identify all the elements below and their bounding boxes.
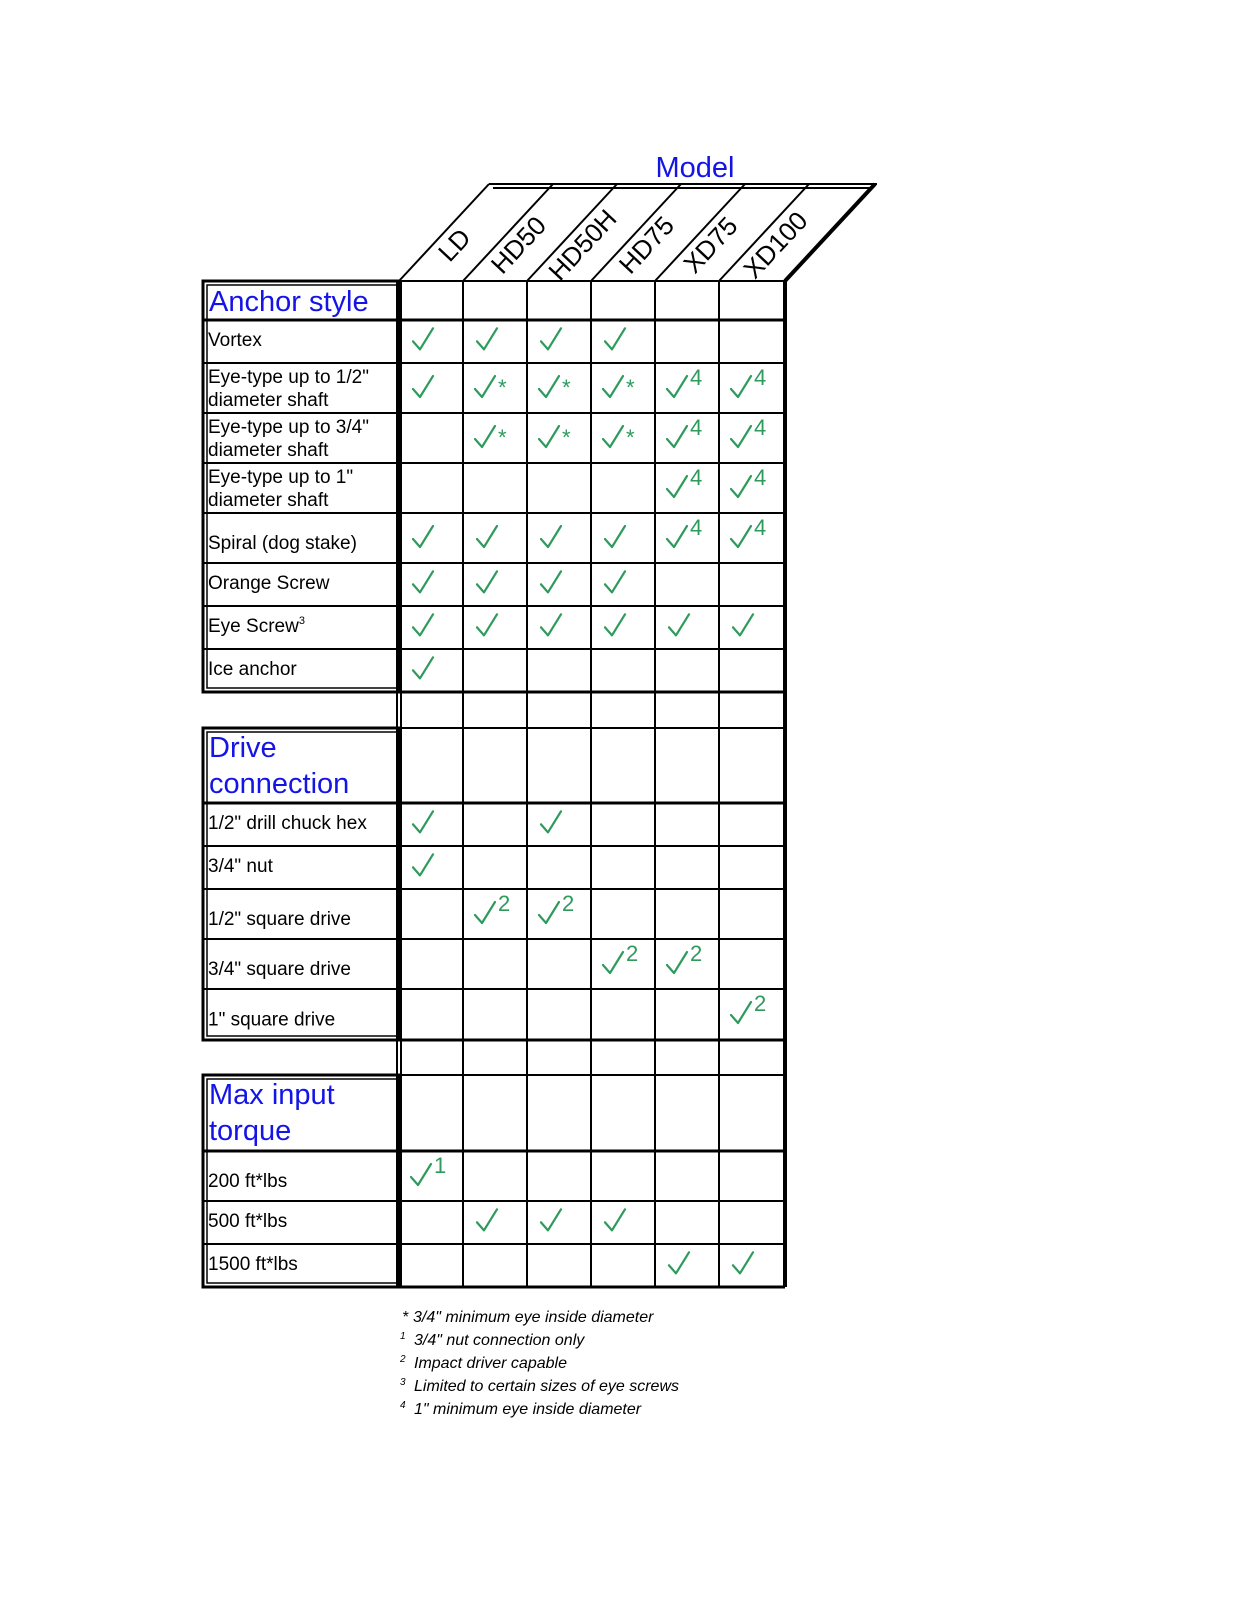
table-row xyxy=(208,856,274,877)
check-mark xyxy=(603,941,638,973)
check-superscript: 4 xyxy=(690,515,703,540)
row-label: Vortex xyxy=(208,329,262,351)
check-mark xyxy=(731,415,766,447)
row-label: 3/4" square drive xyxy=(208,959,351,980)
check-mark xyxy=(413,328,433,349)
check-superscript: * xyxy=(498,375,507,400)
section-title: Anchor style xyxy=(209,286,369,318)
check-mark xyxy=(731,991,766,1023)
check-superscript: 2 xyxy=(626,941,639,966)
check-mark xyxy=(539,375,571,400)
check-icon xyxy=(667,952,687,973)
check-icon xyxy=(477,571,497,592)
model-header-hd50h: HD50H xyxy=(542,203,623,287)
check-mark xyxy=(413,657,433,678)
section-1 xyxy=(203,728,399,1040)
check-icon xyxy=(413,328,433,349)
table-row xyxy=(208,1254,298,1275)
check-icon xyxy=(541,526,561,547)
check-mark xyxy=(667,941,702,973)
check-icon xyxy=(539,376,559,397)
check-icon xyxy=(731,376,751,397)
check-mark xyxy=(413,526,433,547)
check-mark xyxy=(605,526,625,547)
row-label: 500 ft*lbs xyxy=(208,1210,288,1232)
row-label: 1500 ft*lbs xyxy=(208,1253,298,1275)
row-label: 3/4" nut xyxy=(208,855,273,877)
check-mark xyxy=(475,375,507,400)
section-title: Drive xyxy=(209,732,277,764)
check-mark xyxy=(539,425,571,450)
check-superscript: 4 xyxy=(754,415,767,440)
check-icon xyxy=(605,1209,625,1230)
table-row xyxy=(208,417,369,461)
check-superscript: 2 xyxy=(562,891,575,916)
check-icon xyxy=(731,526,751,547)
check-icon xyxy=(667,426,687,447)
check-mark xyxy=(667,365,702,397)
check-mark xyxy=(539,891,574,923)
check-mark xyxy=(667,415,702,447)
check-icon xyxy=(669,1252,689,1273)
check-icon xyxy=(413,614,433,635)
check-icon xyxy=(477,328,497,349)
check-mark xyxy=(667,465,702,497)
check-mark xyxy=(605,328,625,349)
check-icon xyxy=(413,657,433,678)
check-icon xyxy=(669,614,689,635)
check-mark xyxy=(603,425,635,450)
section-2 xyxy=(203,1075,399,1287)
footnote-mark: 1 xyxy=(400,1331,406,1342)
table-row xyxy=(208,1010,335,1031)
check-superscript: * xyxy=(626,425,635,450)
check-mark xyxy=(411,1153,446,1185)
footnote-mark: 2 xyxy=(400,1354,406,1365)
row-label: diameter shaft xyxy=(208,440,329,461)
row-label: 1/2" square drive xyxy=(208,909,351,930)
check-mark xyxy=(541,811,561,832)
model-header-ld: LD xyxy=(432,222,477,268)
row-label: Eye-type up to 1/2" xyxy=(208,367,369,388)
check-superscript: 4 xyxy=(754,365,767,390)
table-row xyxy=(208,533,357,554)
check-icon xyxy=(477,526,497,547)
check-icon xyxy=(731,1002,751,1023)
check-mark xyxy=(413,854,433,875)
footnote-text: Limited to certain sizes of eye screws xyxy=(414,1378,679,1395)
check-superscript: 4 xyxy=(690,465,703,490)
row-label: Eye-type up to 3/4" xyxy=(208,417,369,438)
footnotes xyxy=(399,1309,679,1418)
check-icon xyxy=(605,328,625,349)
table-row xyxy=(208,659,297,680)
row-label: Spiral (dog stake) xyxy=(208,533,357,554)
check-mark xyxy=(541,526,561,547)
check-superscript: 4 xyxy=(754,515,767,540)
check-icon xyxy=(667,526,687,547)
row-label: 200 ft*lbs xyxy=(208,1171,288,1192)
check-mark xyxy=(733,614,753,635)
table-row xyxy=(208,959,351,980)
check-icon xyxy=(605,571,625,592)
check-icon xyxy=(667,376,687,397)
check-icon xyxy=(475,376,495,397)
check-icon xyxy=(541,328,561,349)
check-icon xyxy=(413,526,433,547)
check-superscript: * xyxy=(498,425,507,450)
footnote-text: Impact driver capable xyxy=(414,1355,567,1372)
check-mark xyxy=(667,515,702,547)
check-icon xyxy=(475,426,495,447)
row-label: Eye Screw$^3$ xyxy=(208,614,305,637)
check-mark xyxy=(475,891,510,923)
check-icon xyxy=(539,902,559,923)
model-header-xd75: XD75 xyxy=(677,210,744,279)
check-icon xyxy=(603,376,623,397)
check-superscript: 2 xyxy=(690,941,703,966)
check-superscript: * xyxy=(562,375,571,400)
footnote-text: 3/4" nut connection only xyxy=(414,1332,585,1349)
check-icon xyxy=(605,526,625,547)
check-icon xyxy=(541,811,561,832)
section-title: Max input xyxy=(209,1079,335,1111)
check-superscript: 2 xyxy=(498,891,511,916)
footnote-text: 1" minimum eye inside diameter xyxy=(414,1401,642,1418)
check-mark xyxy=(413,571,433,592)
check-mark xyxy=(731,365,766,397)
check-mark xyxy=(669,614,689,635)
section-0 xyxy=(203,281,399,692)
check-mark xyxy=(477,526,497,547)
check-icon xyxy=(413,571,433,592)
check-icon xyxy=(413,811,433,832)
check-mark xyxy=(731,515,766,547)
check-mark xyxy=(477,1209,497,1230)
check-mark xyxy=(477,571,497,592)
row-label: diameter shaft xyxy=(208,490,329,511)
table-row xyxy=(208,1211,287,1232)
check-mark xyxy=(413,376,433,397)
check-icon xyxy=(733,614,753,635)
check-icon xyxy=(731,426,751,447)
section-title: torque xyxy=(209,1115,292,1147)
check-mark xyxy=(541,328,561,349)
check-mark xyxy=(475,425,507,450)
check-mark xyxy=(477,328,497,349)
table-row xyxy=(208,467,353,511)
check-mark xyxy=(413,811,433,832)
check-mark xyxy=(541,614,561,635)
check-icon xyxy=(475,902,495,923)
table-row xyxy=(208,573,330,594)
check-mark xyxy=(605,1209,625,1230)
row-label-superscript: 3 xyxy=(298,614,305,627)
check-mark xyxy=(603,375,635,400)
check-mark xyxy=(731,465,766,497)
table-row xyxy=(208,330,262,351)
model-header-xd100: XD100 xyxy=(737,205,814,285)
model-header-hd75: HD75 xyxy=(612,210,681,280)
check-icon xyxy=(603,426,623,447)
check-icon xyxy=(411,1164,431,1185)
check-icon xyxy=(731,476,751,497)
check-mark xyxy=(541,1209,561,1230)
row-label: 1" square drive xyxy=(208,1009,336,1031)
footnote-text: 3/4" minimum eye inside diameter xyxy=(413,1309,654,1326)
check-superscript: * xyxy=(626,375,635,400)
check-superscript: 1 xyxy=(434,1153,447,1178)
row-label: Eye-type up to 1" xyxy=(208,467,354,488)
check-superscript: 4 xyxy=(754,465,767,490)
check-mark xyxy=(605,614,625,635)
model-label: Model xyxy=(655,152,735,184)
check-mark xyxy=(605,571,625,592)
check-mark xyxy=(541,571,561,592)
table-row xyxy=(208,367,369,411)
check-superscript: * xyxy=(562,425,571,450)
check-icon xyxy=(541,614,561,635)
footnote-mark: 4 xyxy=(400,1400,406,1411)
footnote-mark: 3 xyxy=(400,1377,406,1388)
check-icon xyxy=(477,614,497,635)
table-row xyxy=(208,615,305,637)
check-icon xyxy=(603,952,623,973)
check-icon xyxy=(539,426,559,447)
check-mark xyxy=(413,614,433,635)
check-mark xyxy=(669,1252,689,1273)
check-mark xyxy=(477,614,497,635)
check-icon xyxy=(667,476,687,497)
section-title: connection xyxy=(209,768,350,800)
row-label: Orange Screw xyxy=(208,572,330,594)
table-row xyxy=(208,813,367,834)
row-label: diameter shaft xyxy=(208,390,329,411)
check-icon xyxy=(413,376,433,397)
check-icon xyxy=(733,1252,753,1273)
row-label: Ice anchor xyxy=(208,658,297,680)
model-header-hd50: HD50 xyxy=(484,210,553,280)
check-icon xyxy=(413,854,433,875)
row-label: 1/2" drill chuck hex xyxy=(208,812,367,834)
check-mark xyxy=(733,1252,753,1273)
check-icon xyxy=(605,614,625,635)
check-superscript: 2 xyxy=(754,991,767,1016)
check-icon xyxy=(541,1209,561,1230)
check-superscript: 4 xyxy=(690,365,703,390)
check-superscript: 4 xyxy=(690,415,703,440)
check-icon xyxy=(541,571,561,592)
check-icon xyxy=(477,1209,497,1230)
table-row xyxy=(208,1171,287,1192)
table-row xyxy=(208,909,351,930)
footnote-mark: * xyxy=(402,1309,409,1326)
